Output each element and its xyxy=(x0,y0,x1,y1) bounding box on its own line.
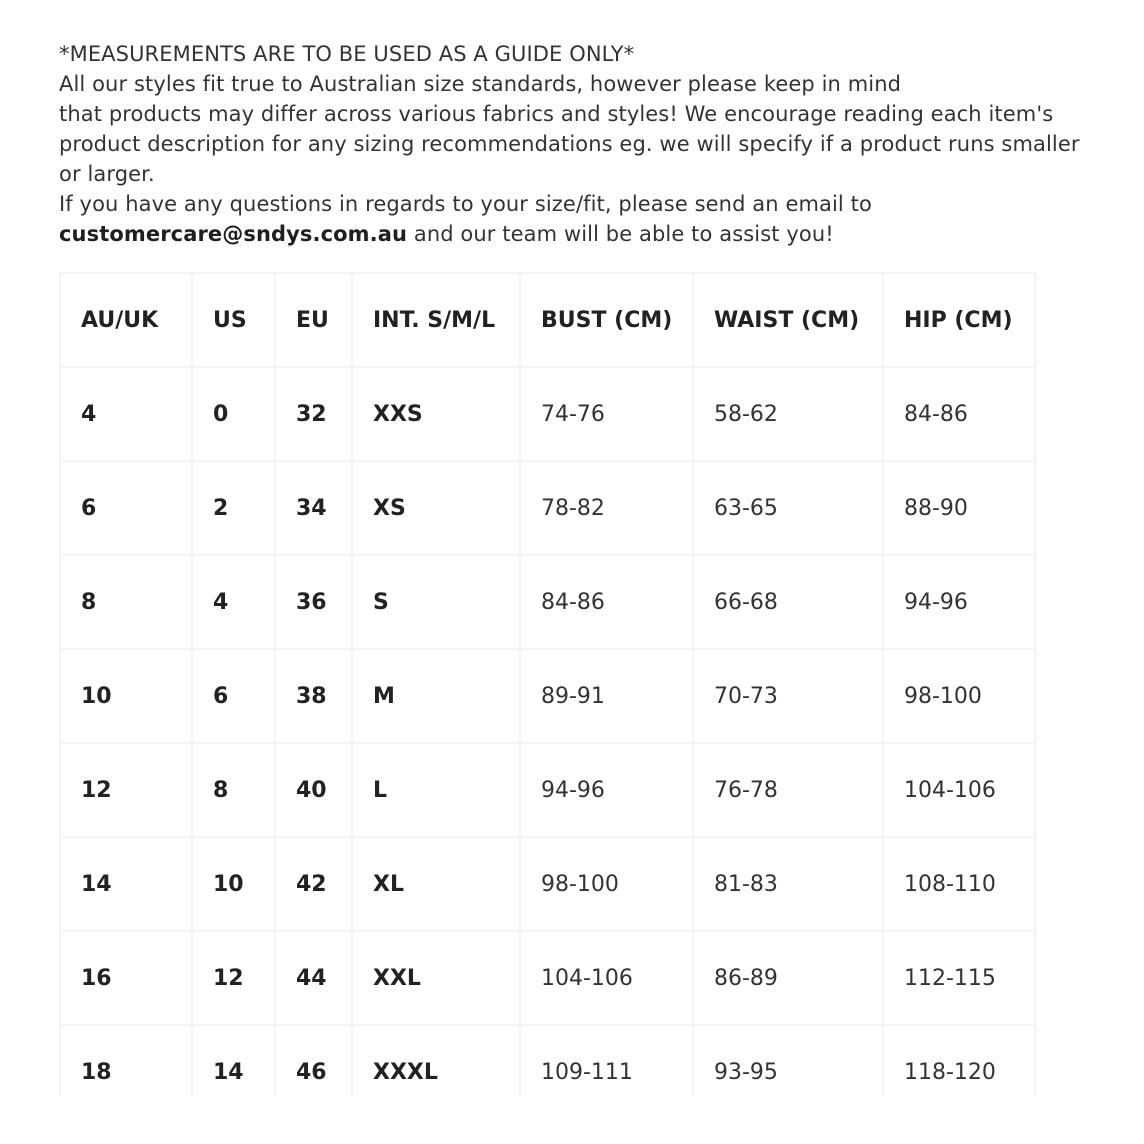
header-au-uk: AU/UK xyxy=(60,273,192,367)
size-chart-body xyxy=(60,367,1035,1096)
table-row xyxy=(60,931,1035,1025)
cell-bust: 104-106 xyxy=(520,931,693,1025)
cell-int-size: M xyxy=(352,649,520,743)
size-chart-table xyxy=(59,272,1036,1096)
cell-us: 6 xyxy=(192,649,275,743)
size-guide-intro xyxy=(59,39,1099,249)
cell-eu: 40 xyxy=(275,743,352,837)
cell-bust: 98-100 xyxy=(520,837,693,931)
cell-int-size: XXXL xyxy=(352,1025,520,1096)
cell-int-size: S xyxy=(352,555,520,649)
fit-note-rest: that products may differ across various fabrics and styles! We encourage reading each item's product description for any sizing recommendations eg. we will specify if a product runs smaller or larger. xyxy=(59,102,1080,186)
cell-bust: 84-86 xyxy=(520,555,693,649)
cell-waist: 86-89 xyxy=(693,931,883,1025)
cell-us: 2 xyxy=(192,461,275,555)
size-guide xyxy=(59,39,1099,1096)
cell-hip: 84-86 xyxy=(883,367,1035,461)
cell-int-size: XL xyxy=(352,837,520,931)
header-row xyxy=(60,273,1035,367)
cell-waist: 63-65 xyxy=(693,461,883,555)
fit-note xyxy=(59,69,1099,189)
fit-note-line-1: All our styles fit true to Australian size standards, however please keep in mind xyxy=(59,72,902,96)
disclaimer-heading: *MEASUREMENTS ARE TO BE USED AS A GUIDE ONLY* xyxy=(59,42,635,66)
contact-note xyxy=(59,189,1099,249)
cell-waist: 66-68 xyxy=(693,555,883,649)
cell-us: 10 xyxy=(192,837,275,931)
cell-int-size: XXL xyxy=(352,931,520,1025)
cell-hip: 108-110 xyxy=(883,837,1035,931)
cell-au-uk: 4 xyxy=(60,367,192,461)
cell-hip: 98-100 xyxy=(883,649,1035,743)
cell-eu: 38 xyxy=(275,649,352,743)
table-row xyxy=(60,743,1035,837)
cell-au-uk: 14 xyxy=(60,837,192,931)
table-row xyxy=(60,367,1035,461)
cell-eu: 42 xyxy=(275,837,352,931)
cell-au-uk: 16 xyxy=(60,931,192,1025)
header-bust: BUST (CM) xyxy=(520,273,693,367)
cell-us: 8 xyxy=(192,743,275,837)
cell-hip: 88-90 xyxy=(883,461,1035,555)
cell-au-uk: 12 xyxy=(60,743,192,837)
cell-waist: 81-83 xyxy=(693,837,883,931)
cell-au-uk: 18 xyxy=(60,1025,192,1096)
cell-us: 14 xyxy=(192,1025,275,1096)
cell-hip: 104-106 xyxy=(883,743,1035,837)
cell-us: 0 xyxy=(192,367,275,461)
cell-eu: 46 xyxy=(275,1025,352,1096)
cell-waist: 58-62 xyxy=(693,367,883,461)
cell-waist: 70-73 xyxy=(693,649,883,743)
table-row xyxy=(60,555,1035,649)
table-row xyxy=(60,649,1035,743)
header-waist: WAIST (CM) xyxy=(693,273,883,367)
header-eu: EU xyxy=(275,273,352,367)
cell-bust: 109-111 xyxy=(520,1025,693,1096)
table-row xyxy=(60,837,1035,931)
cell-int-size: XS xyxy=(352,461,520,555)
cell-au-uk: 10 xyxy=(60,649,192,743)
cell-bust: 94-96 xyxy=(520,743,693,837)
cell-int-size: XXS xyxy=(352,367,520,461)
cell-eu: 32 xyxy=(275,367,352,461)
cell-int-size: L xyxy=(352,743,520,837)
size-chart-header xyxy=(60,273,1035,367)
cell-eu: 44 xyxy=(275,931,352,1025)
cell-waist: 76-78 xyxy=(693,743,883,837)
cell-eu: 36 xyxy=(275,555,352,649)
contact-note-text: If you have any questions in regards to your size/fit, please send an email to xyxy=(59,192,872,216)
cell-us: 12 xyxy=(192,931,275,1025)
header-hip: HIP (CM) xyxy=(883,273,1035,367)
cell-hip: 94-96 xyxy=(883,555,1035,649)
customer-care-email-link[interactable]: customercare@sndys.com.au xyxy=(59,222,408,246)
cell-bust: 74-76 xyxy=(520,367,693,461)
header-int-sml: INT. S/M/L xyxy=(352,273,520,367)
cell-au-uk: 6 xyxy=(60,461,192,555)
cell-bust: 78-82 xyxy=(520,461,693,555)
cell-hip: 118-120 xyxy=(883,1025,1035,1096)
cell-us: 4 xyxy=(192,555,275,649)
contact-note-tail: and our team will be able to assist you! xyxy=(407,222,834,246)
header-us: US xyxy=(192,273,275,367)
table-row xyxy=(60,461,1035,555)
cell-waist: 93-95 xyxy=(693,1025,883,1096)
cell-bust: 89-91 xyxy=(520,649,693,743)
cell-eu: 34 xyxy=(275,461,352,555)
table-row xyxy=(60,1025,1035,1096)
cell-hip: 112-115 xyxy=(883,931,1035,1025)
cell-au-uk: 8 xyxy=(60,555,192,649)
